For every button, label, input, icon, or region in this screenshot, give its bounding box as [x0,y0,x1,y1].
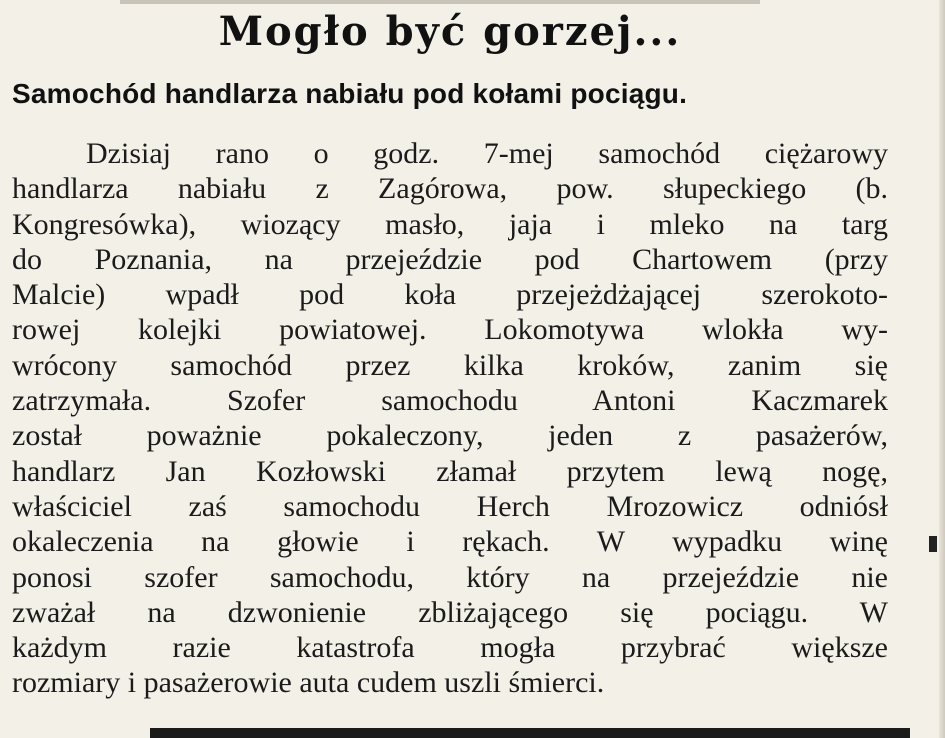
article-line: Dzisiaj rano o godz. 7-mej samochód ciężarowy [86,137,888,170]
article-line: ponosi szofer samochodu, który na przejeździe nie [12,560,888,594]
article-line: handlarza nabiału z Zagórowa, pow. słupeckiego (b. [12,172,888,206]
article-line: każdym razie katastrofa mogła przybrać większe [12,631,888,665]
article-line: zatrzymała. Szofer samochodu Antoni Kaczmarek [12,384,888,418]
article-line: okaleczenia na głowie i rękach. W wypadku winę [12,525,888,559]
article-line: właściciel zaś samochodu Herch Mrozowicz odniósł [12,489,888,523]
article-line: Malcie) wpadł pod koła przejeżdżającej szerokoto- [12,278,888,312]
headline: Mogło być gorzej... [218,8,682,55]
top-rule [120,0,760,4]
page-edge [939,0,945,738]
subheadline: Samochód handlarza nabiału pod kołami pociągu. [12,78,688,109]
article-line: Kongresówka), wiozący masło, jaja i mleko na targ [12,207,888,241]
article-line: zważał na dzwonienie zbliżającego się pociągu. W [12,595,888,629]
scan-speck [929,536,937,552]
article-line: rowej kolejki powiatowej. Lokomotywa wlokła wy- [12,313,888,347]
article-body [12,136,888,701]
article-line: do Poznania, na przejeździe pod Chartowem (przy [12,242,888,276]
article-line: handlarz Jan Kozłowski złamał przytem lewą nogę, [12,454,888,488]
bottom-rule [150,728,910,738]
article-line: wrócony samochód przez kilka kroków, zanim się [12,348,888,382]
article-line: został poważnie pokaleczony, jeden z pasażerów, [12,419,888,453]
article-line: rozmiary i pasażerowie auta cudem uszli śmierci. [12,666,605,700]
